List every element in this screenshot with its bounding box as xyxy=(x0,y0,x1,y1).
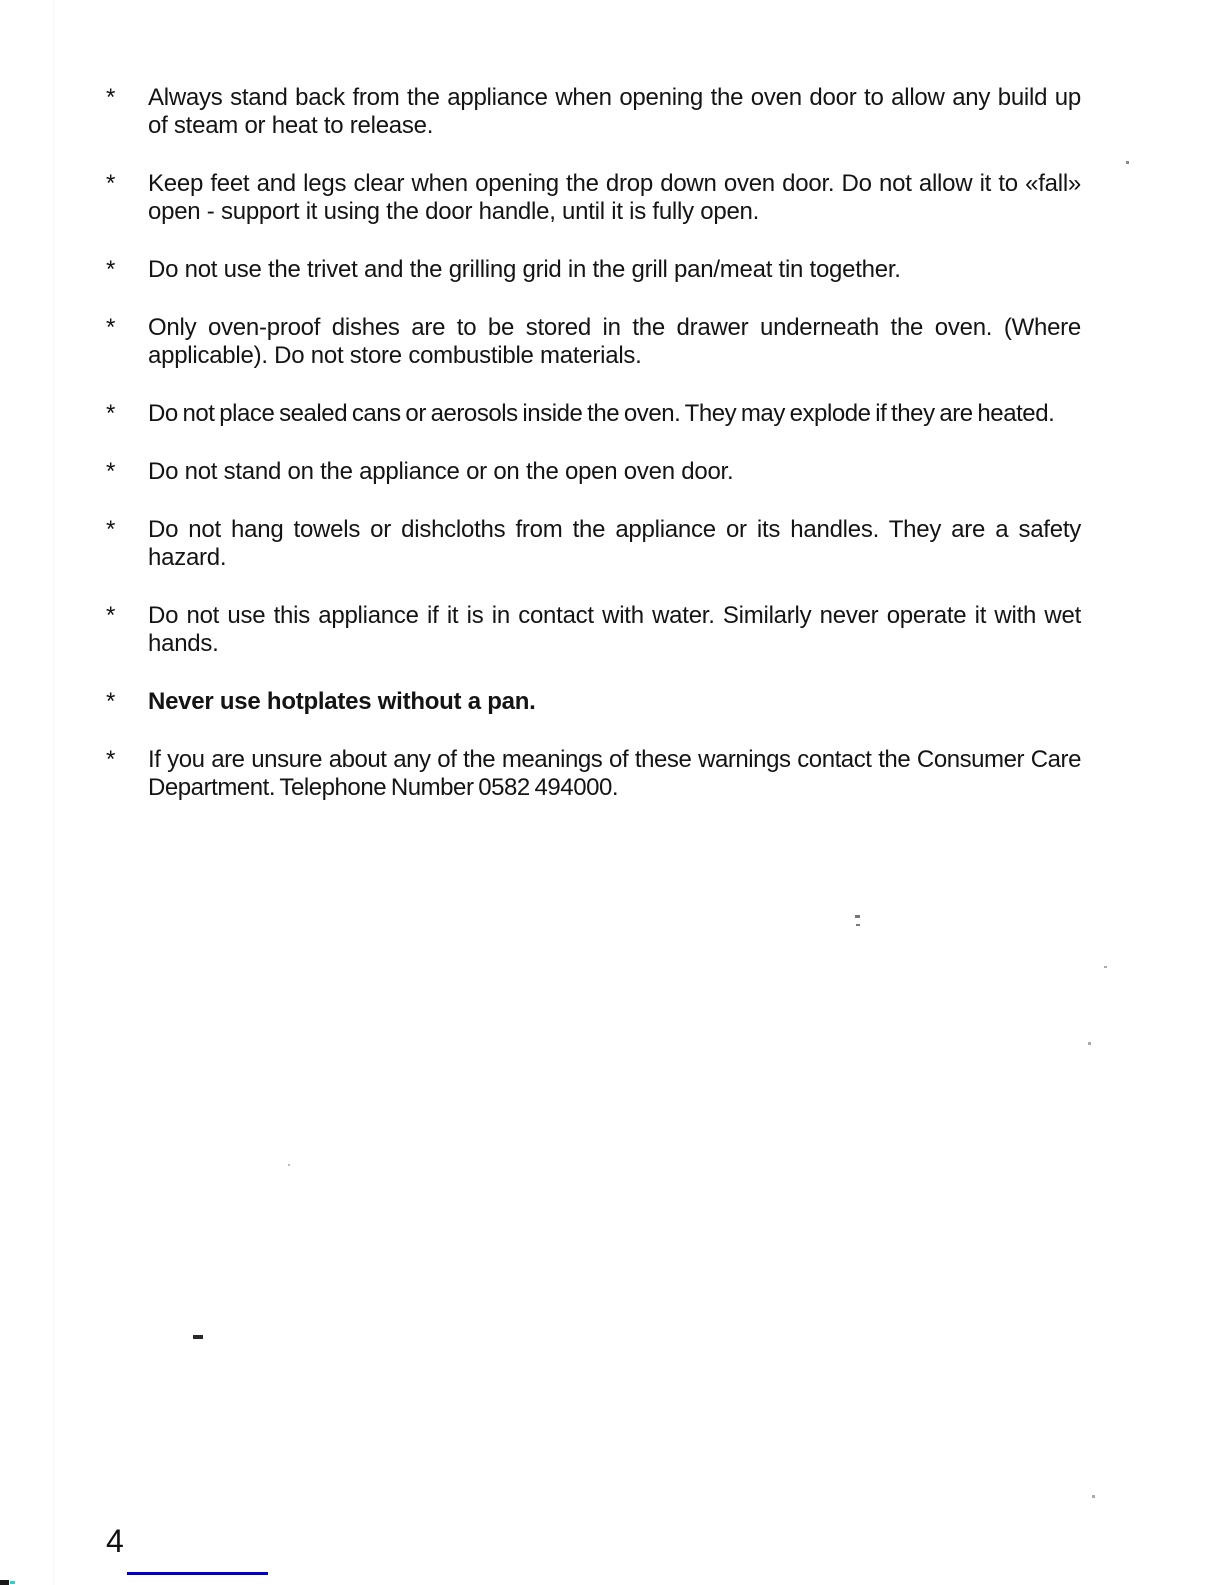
scan-speck xyxy=(288,1164,290,1166)
warning-text: If you are unsure about any of the meanings of these warnings contact the Consumer Care Department. Telephone Number 0582 494000. xyxy=(148,746,1081,801)
warning-item xyxy=(106,746,1081,802)
bullet-asterisk: * xyxy=(106,516,116,543)
bullet-asterisk: * xyxy=(106,688,116,715)
bullet-asterisk: * xyxy=(106,84,116,111)
safety-warning-list xyxy=(106,84,1081,832)
warning-item xyxy=(106,516,1081,572)
scan-speck xyxy=(856,924,860,926)
warning-text-bold: Never use hotplates without a pan. xyxy=(148,688,536,715)
bullet-asterisk: * xyxy=(106,746,116,773)
scan-corner-mark-cyan xyxy=(10,1581,15,1584)
bullet-asterisk: * xyxy=(106,170,116,197)
scan-speck xyxy=(855,915,860,918)
scan-corner-mark xyxy=(0,1580,9,1585)
warning-item xyxy=(106,688,1081,716)
scan-speck xyxy=(1104,966,1107,968)
page-number: 4 xyxy=(106,1523,124,1559)
warning-item xyxy=(106,256,1081,284)
scan-speck xyxy=(1088,1042,1091,1045)
bullet-asterisk: * xyxy=(106,314,116,341)
scan-page-edge xyxy=(53,0,54,1585)
scan-dash-mark xyxy=(193,1335,203,1339)
warning-item xyxy=(106,84,1081,140)
warning-text: Keep feet and legs clear when opening the drop down oven door. Do not allow it to «fall» open - support it using the door handle, until it is fully open. xyxy=(148,170,1081,225)
bullet-asterisk: * xyxy=(106,400,116,427)
warning-item xyxy=(106,400,1081,428)
warning-text: Do not stand on the appliance or on the open oven door. xyxy=(148,458,734,485)
warning-text: Only oven-proof dishes are to be stored in the drawer underneath the oven. (Where applicable). Do not store combustible materials. xyxy=(148,314,1081,369)
warning-text: Do not hang towels or dishcloths from the appliance or its handles. They are a safety hazard. xyxy=(148,516,1081,571)
warning-text: Do not place sealed cans or aerosols inside the oven. They may explode if they are heated. xyxy=(148,400,1055,427)
warning-text: Do not use the trivet and the grilling grid in the grill pan/meat tin together. xyxy=(148,256,901,283)
bullet-asterisk: * xyxy=(106,602,116,629)
warning-text: Always stand back from the appliance when opening the oven door to allow any build up of steam or heat to release. xyxy=(148,84,1081,139)
warning-text: Do not use this appliance if it is in contact with water. Similarly never operate it with wet hands. xyxy=(148,602,1081,657)
scan-speck xyxy=(1092,1495,1095,1498)
page-footer-line xyxy=(127,1572,268,1575)
warning-item xyxy=(106,602,1081,658)
bullet-asterisk: * xyxy=(106,458,116,485)
scan-speck xyxy=(1126,161,1129,164)
bullet-asterisk: * xyxy=(106,256,116,283)
warning-item xyxy=(106,314,1081,370)
warning-item xyxy=(106,170,1081,226)
warning-item xyxy=(106,458,1081,486)
